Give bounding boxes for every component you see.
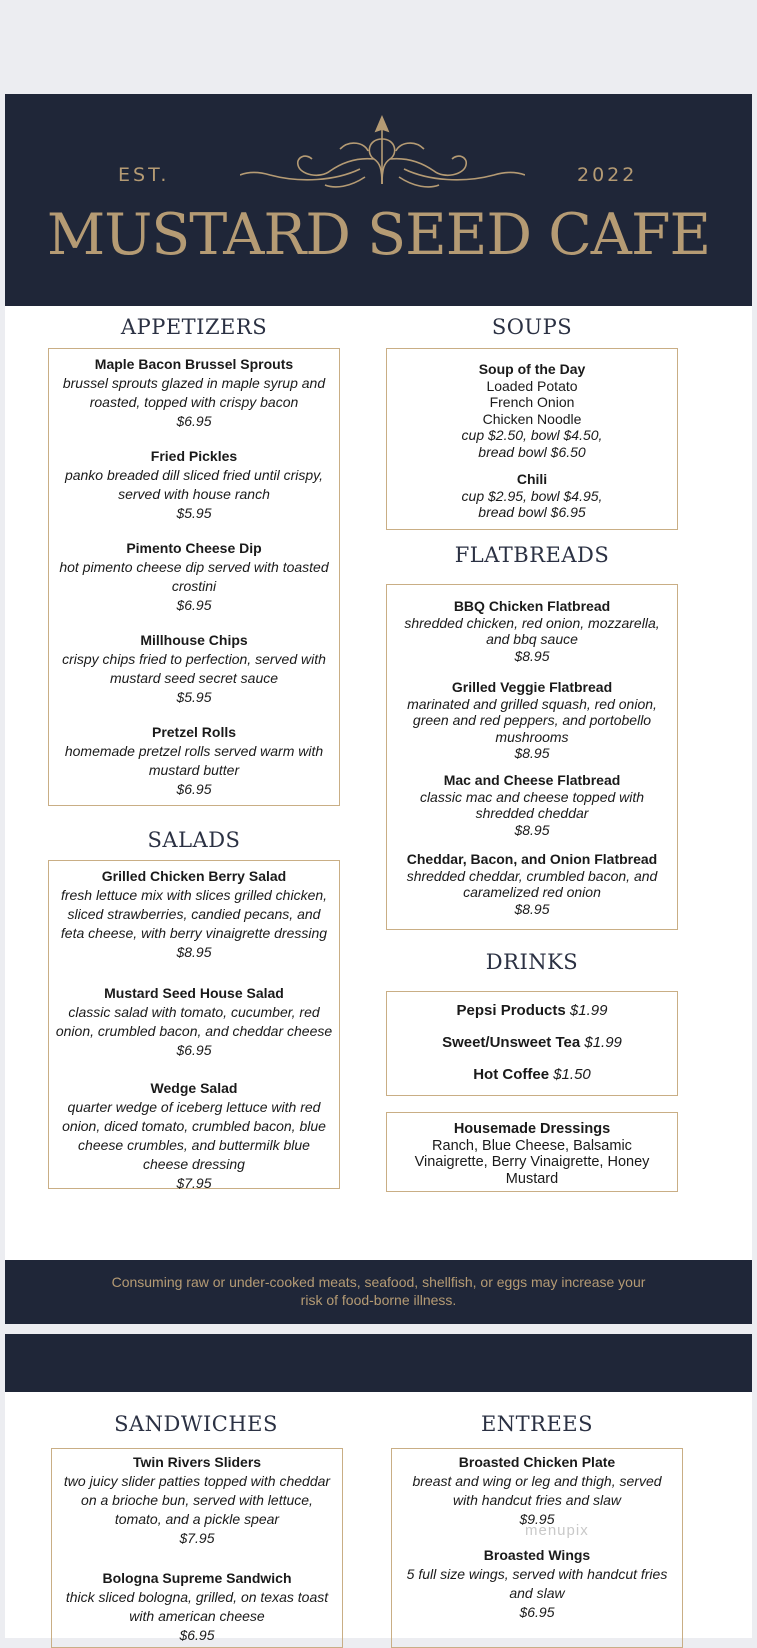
- fleur-de-lis-flourish-icon: [240, 109, 525, 194]
- disclaimer-footer: [5, 1260, 752, 1324]
- disclaimer-line: risk of food-borne illness.: [300, 1292, 457, 1308]
- appetizers-box: [48, 348, 340, 806]
- list-item: Grilled Veggie Flatbread marinated and grilled squash, red onion, green and red peppers, and portobello mushrooms $8.95: [407, 679, 657, 761]
- menu-page-2: [5, 1334, 752, 1643]
- flatbreads-title: FLATBREADS: [454, 543, 610, 567]
- list-item: Housemade Dressings Ranch, Blue Cheese, Balsamic Vinaigrette, Berry Vinaigrette, Honey Mustard: [414, 1121, 650, 1187]
- list-item: Maple Bacon Brussel Sprouts brussel sprouts glazed in maple syrup and roasted, topped with crispy bacon $6.95: [62, 356, 326, 429]
- list-item: Pimento Cheese Dip hot pimento cheese dip served with toasted crostini $6.95: [59, 540, 329, 613]
- menu-page-1: [5, 94, 752, 1324]
- salads-box: [48, 860, 340, 1189]
- list-item: Pepsi Products $1.99: [456, 1002, 608, 1019]
- list-item: Broasted Wings 5 full size wings, served with handcut fries and slaw $6.95: [406, 1547, 668, 1620]
- list-item: BBQ Chicken Flatbread shredded chicken, red onion, mozzarella, and bbq sauce $8.95: [404, 598, 660, 664]
- drinks-box: [386, 991, 678, 1096]
- list-item: Bologna Supreme Sandwich thick sliced bologna, grilled, on texas toast with american cheese $6.95: [65, 1570, 329, 1643]
- soups-title: SOUPS: [491, 315, 573, 339]
- drinks-title: DRINKS: [485, 950, 579, 974]
- dressings-box: [386, 1112, 678, 1192]
- watermark: menupix: [525, 1522, 589, 1539]
- page-2-header: [5, 1334, 752, 1392]
- est-label: EST.: [118, 164, 170, 186]
- list-item: Millhouse Chips crispy chips fried to perfection, served with mustard seed secret sauce $5.95: [62, 632, 326, 705]
- restaurant-title: MUSTARD SEED CAFE: [46, 202, 711, 268]
- list-item: Hot Coffee $1.50: [473, 1066, 591, 1083]
- menu-header: [5, 94, 752, 306]
- list-item: Mac and Cheese Flatbread classic mac and cheese topped with shredded cheddar $8.95: [419, 772, 645, 838]
- soups-box: [386, 348, 678, 530]
- list-item: Wedge Salad quarter wedge of iceberg lettuce with red onion, diced tomato, crumbled bacon, blue cheese crumbles, and buttermilk blue cheese dressing $7.95: [62, 1080, 326, 1191]
- sandwiches-box: [51, 1448, 343, 1648]
- list-item: Mustard Seed House Salad classic salad with tomato, cucumber, red onion, crumbled bacon, and cheddar cheese $6.95: [55, 985, 333, 1058]
- list-item: Soup of the Day Loaded Potato French Onion Chicken Noodle cup $2.50, bowl $4.50, bread bowl $6.50: [461, 361, 603, 460]
- list-item: Fried Pickles panko breaded dill sliced fried until crispy, served with house ranch $5.95: [64, 448, 324, 521]
- list-item: Grilled Chicken Berry Salad fresh lettuce mix with slices grilled chicken, sliced strawberries, candied pecans, and feta cheese, with berry vinaigrette dressing $8.95: [60, 868, 328, 960]
- list-item: Pretzel Rolls homemade pretzel rolls served warm with mustard butter $6.95: [64, 724, 324, 797]
- entrees-box: [391, 1448, 683, 1648]
- entrees-title: ENTREES: [480, 1412, 594, 1436]
- salads-title: SALADS: [147, 828, 241, 852]
- list-item: Twin Rivers Sliders two juicy slider patties topped with cheddar on a brioche bun, served with lettuce, tomato, and a pickle spear $7.95: [63, 1454, 331, 1546]
- flatbreads-box: [386, 584, 678, 930]
- appetizers-title: APPETIZERS: [120, 315, 268, 339]
- list-item: Broasted Chicken Plate breast and wing or leg and thigh, served with handcut fries and slaw $9.95: [412, 1454, 662, 1527]
- disclaimer-line: Consuming raw or under-cooked meats, seafood, shellfish, or eggs may increase your: [111, 1274, 646, 1290]
- est-year: 2022: [577, 164, 638, 186]
- list-item: Sweet/Unsweet Tea $1.99: [442, 1034, 622, 1051]
- list-item: Cheddar, Bacon, and Onion Flatbread shredded cheddar, crumbled bacon, and caramelized red onion $8.95: [406, 851, 658, 917]
- list-item: Chili cup $2.95, bowl $4.95, bread bowl $6.95: [461, 471, 603, 520]
- sandwiches-title: SANDWICHES: [114, 1412, 278, 1436]
